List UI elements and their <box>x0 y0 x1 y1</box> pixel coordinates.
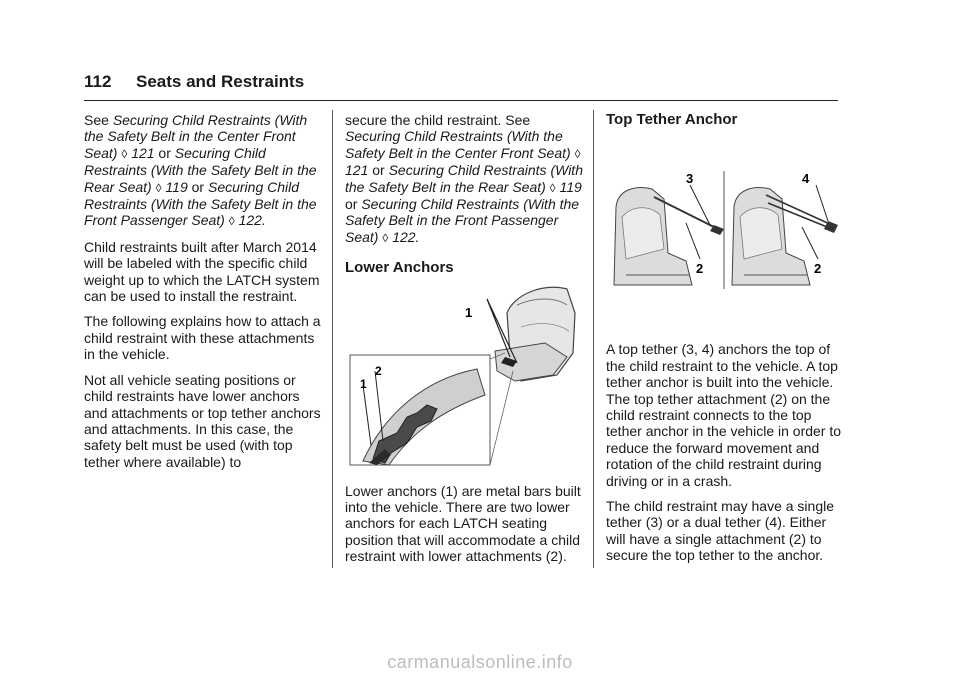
figure-label: 2 <box>375 364 382 378</box>
reference-icon: ◊ <box>155 180 162 195</box>
page-ref[interactable]: 122. <box>392 228 420 245</box>
xref-link-rear[interactable]: Securing Child Restraints (With the Safety Belt in the Rear Seat) <box>84 144 317 195</box>
xref-link-front-passenger[interactable]: Securing Child Restraints (With the Safety Belt in the Front Passenger Seat) <box>345 196 580 245</box>
xref-link-rear[interactable]: Securing Child Restraints (With the Safety Belt in the Rear Seat) <box>345 162 583 195</box>
xref-link-center-front[interactable]: Securing Child Restraints (With the Safety Belt in the Center Front Seat) <box>84 112 308 161</box>
paragraph-lower-anchors: Lower anchors (1) are metal bars built into the vehicle. There are two lower anchors for each LATCH seating position that will accommodate a child restraint with lower attachments (2). <box>345 482 581 565</box>
watermark: carmanualsonline.info <box>387 652 573 672</box>
reference-icon: ◊ <box>228 214 235 229</box>
figure-label: 4 <box>802 171 810 186</box>
section-title: Seats and Restraints <box>136 72 305 91</box>
reference-icon: ◊ <box>549 180 556 195</box>
page-ref[interactable]: 121 <box>131 144 155 161</box>
paragraph-explains: The following explains how to attach a child restraint with these attachments in the vehicle. <box>84 313 321 363</box>
reference-icon: ◊ <box>121 146 128 161</box>
paragraph-see-also: See Securing Child Restraints (With the Safety Belt in the Center Front Seat) ◊ 121 or Securing Child Restraints (With the Safety Belt in the Rear Seat) ◊ 119 or Securing Child Restraints (With the Safety Belt in the Front Passenger Seat) ◊ 122. <box>84 112 317 229</box>
figure-label: 2 <box>696 261 704 276</box>
paragraph-not-all: Not all vehicle seating positions or child restraints have lower anchors and attachments or top tether anchors and attachments. In this case, the safety belt must be used (with top tether where available) to <box>84 371 321 470</box>
column-divider-2 <box>593 110 594 568</box>
heading-top-tether-anchor: Top Tether Anchor <box>606 111 738 128</box>
reference-icon: ◊ <box>382 230 389 245</box>
page-ref[interactable]: 119 <box>165 178 188 195</box>
figure-label: 1 <box>465 305 473 320</box>
page-header <box>84 70 838 101</box>
figure-label: 2 <box>814 261 822 276</box>
page-ref[interactable]: 119 <box>559 178 582 195</box>
top-tether-illustration <box>606 167 842 290</box>
paragraph-secure: secure the child restraint. See Securing Child Restraints (With the Safety Belt in the Center Front Seat) ◊ 121 or Securing Child Restraints (With the Safety Belt in the Rear Seat) ◊ 119 or Securing Child Restraints (With the Safety Belt in the Front Passenger Seat) ◊ 122. <box>345 112 583 245</box>
reference-icon: ◊ <box>574 146 581 161</box>
column-divider-1 <box>332 110 333 568</box>
page-ref[interactable]: 122. <box>238 212 266 229</box>
column-1 <box>84 112 322 479</box>
heading-lower-anchors: Lower Anchors <box>345 259 454 277</box>
lower-anchors-illustration <box>345 283 580 468</box>
xref-link-front-passenger[interactable]: Securing Child Restraints (With the Safety Belt in the Front Passenger Seat) <box>84 178 317 229</box>
page-number: 112 <box>84 72 112 91</box>
paragraph-top-tether: A top tether (3, 4) anchors the top of the child restraint to the vehicle. A top tether anchor is built into the vehicle. The top tether attachment (2) on the child restraint connects to the top tether anchor in the vehicle in order to reduce the forward movement and rotation of the child restraint during driving or in a crash. <box>606 341 842 489</box>
paragraph-tether-type: The child restraint may have a single tether (3) or a dual tether (4). Either will have a single attachment (2) to secure the top tether to the anchor. <box>606 498 834 564</box>
xref-link-center-front[interactable]: Securing Child Restraints (With the Safety Belt in the Center Front Seat) <box>345 128 571 161</box>
figure-label: 1 <box>360 377 367 391</box>
figure-label: 3 <box>686 171 694 186</box>
page-ref[interactable]: 121 <box>345 162 369 179</box>
paragraph-latch-label: Child restraints built after March 2014 will be labeled with the specific child weight up to which the LATCH system can be used to install the restraint. <box>84 238 320 305</box>
